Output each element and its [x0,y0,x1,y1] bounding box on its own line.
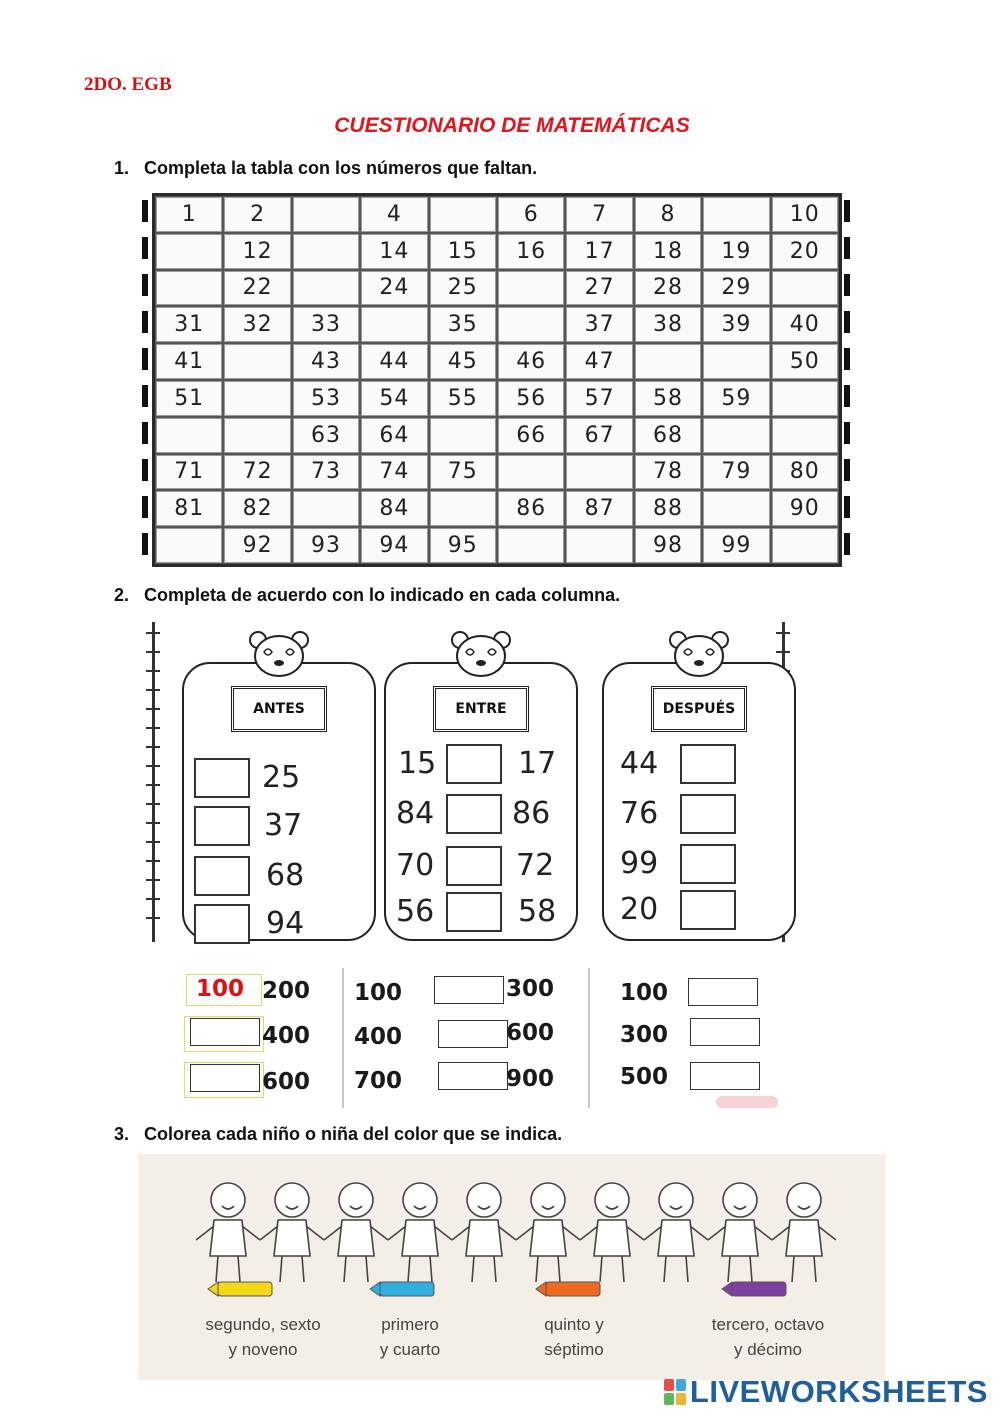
grid-cell: 43 [292,343,360,380]
border-mark [844,459,850,481]
question-1 [114,158,537,179]
fence-tick [146,860,160,862]
fence-tick [776,651,790,653]
grid-cell: 67 [565,417,633,454]
hundreds-answer-box[interactable] [190,1018,260,1046]
despues-number-1: 44 [620,746,659,781]
fence-tick [146,746,160,748]
brand-logo [664,1374,988,1410]
fence-tick [146,803,160,805]
antes-answer-box-1[interactable] [194,758,250,798]
hundreds-exercise [180,968,780,1113]
question-3-number: 3. [114,1124,130,1144]
crayon-label-1: segundo, sexto y noveno [205,1315,321,1359]
question-2 [114,585,620,606]
entre-answer-box-4[interactable] [446,892,502,932]
antes-label: ANTES [231,686,327,732]
entre-before-1: 15 [398,746,437,781]
grid-cell: 1 [155,196,223,233]
left-border-marks [142,188,150,580]
entre-column [384,662,578,941]
border-mark [844,200,850,222]
grid-cell: 79 [702,454,770,491]
entre-after-2: 86 [512,796,551,831]
question-1-text: Completa la tabla con los números que faltan. [144,158,538,178]
child-figure[interactable] [260,1183,324,1282]
grid-cell: 38 [634,306,702,343]
grid-cell: 58 [634,380,702,417]
border-mark [142,459,148,481]
hundreds-before-3: 700 [354,1068,403,1094]
entre-after-3: 72 [516,848,555,883]
grid-cell: 8 [634,196,702,233]
border-mark [142,496,148,518]
child-figure[interactable] [516,1183,580,1282]
grid-cell: 56 [497,380,565,417]
grid-empty-cell[interactable] [497,270,565,307]
grid-cell: 39 [702,306,770,343]
grid-cell: 64 [360,417,428,454]
hundreds-after-4: 300 [506,976,555,1002]
liveworksheets-icon [664,1379,686,1405]
despues-number-4: 20 [620,892,659,927]
grid-empty-cell[interactable] [771,270,839,307]
despues-row [604,890,794,936]
fence-tick [146,632,160,634]
despues-row [604,844,794,890]
antes-row [184,904,374,950]
grid-cell: 12 [223,233,291,270]
border-mark [142,237,148,259]
fence-tick [146,765,160,767]
grid-cell: 45 [429,343,497,380]
grid-cell: 47 [565,343,633,380]
antes-row [184,856,374,902]
grid-cell: 81 [155,490,223,527]
grid-empty-cell[interactable] [702,196,770,233]
despues-row [604,794,794,840]
child-figure[interactable] [644,1183,708,1282]
grid-cell: 37 [565,306,633,343]
hundreds-start-3: 500 [620,1064,669,1090]
grid-empty-cell[interactable] [292,196,360,233]
fence-tick [146,879,160,881]
despues-number-3: 99 [620,846,659,881]
grid-empty-cell[interactable] [223,417,291,454]
grid-cell: 17 [565,233,633,270]
hundreds-answer-box[interactable] [434,976,504,1004]
grid-cell: 44 [360,343,428,380]
antes-answer-box-4[interactable] [194,904,250,944]
question-1-number: 1. [114,158,130,178]
despues-answer-box-3[interactable] [680,844,736,884]
fence-tick [146,841,160,843]
hundreds-before-2: 400 [354,1024,403,1050]
hundreds-after-1: 200 [262,978,311,1004]
entre-label: ENTRE [433,686,529,732]
border-mark [142,422,148,444]
child-figure[interactable] [452,1183,516,1282]
despues-answer-box-1[interactable] [680,744,736,784]
border-mark [844,237,850,259]
hundred-chart [142,188,852,580]
grid-cell: 88 [634,490,702,527]
grid-empty-cell[interactable] [429,490,497,527]
antes-row [184,758,374,804]
grid-empty-cell[interactable] [429,417,497,454]
grid-cell: 4 [360,196,428,233]
entre-after-4: 58 [518,894,557,929]
grid-cell: 50 [771,343,839,380]
antes-column [182,662,376,941]
grid-cell: 72 [223,454,291,491]
antes-answer-box-3[interactable] [194,856,250,896]
grid-cell: 40 [771,306,839,343]
hundreds-answer-box[interactable] [190,1064,260,1092]
child-figure[interactable] [388,1183,452,1282]
despues-number-2: 76 [620,796,659,831]
grid-empty-cell[interactable] [223,380,291,417]
question-2-text: Completa de acuerdo con lo indicado en cada columna. [144,585,621,605]
hundreds-given-1: 100 [196,976,245,1002]
grid-cell: 99 [702,527,770,564]
grid-cell: 24 [360,270,428,307]
border-mark [142,274,148,296]
page-title: CUESTIONARIO DE MATEMÁTICAS [334,114,690,137]
entre-answer-box-1[interactable] [446,744,502,784]
entre-before-4: 56 [396,894,435,929]
grid-cell: 74 [360,454,428,491]
grid-cell: 87 [565,490,633,527]
hundreds-answer-box[interactable] [688,978,758,1006]
antes-number-3: 68 [266,858,305,893]
grid-cell: 82 [223,490,291,527]
bear-icon [664,630,734,678]
border-mark [142,385,148,407]
border-mark [142,200,148,222]
entre-row [386,846,576,892]
grid-empty-cell[interactable] [497,527,565,564]
grid-cell: 71 [155,454,223,491]
grid-cell: 35 [429,306,497,343]
grid-empty-cell[interactable] [497,306,565,343]
hundreds-answer-box[interactable] [438,1020,508,1048]
child-figure[interactable] [324,1183,388,1282]
grid-cell: 18 [634,233,702,270]
grid-cell: 94 [360,527,428,564]
fence-tick [146,898,160,900]
grid-empty-cell[interactable] [155,527,223,564]
grid-cell: 54 [360,380,428,417]
grid-empty-cell[interactable] [634,343,702,380]
antes-answer-box-2[interactable] [194,806,250,846]
grid-cell: 2 [223,196,291,233]
grid-empty-cell[interactable] [771,527,839,564]
border-mark [844,311,850,333]
grid-cell: 68 [634,417,702,454]
grid-cell: 57 [565,380,633,417]
grid-empty-cell[interactable] [155,233,223,270]
grid-empty-cell[interactable] [497,454,565,491]
grid-empty-cell[interactable] [565,527,633,564]
antes-number-1: 25 [262,760,301,795]
hundreds-before-1: 100 [354,980,403,1006]
grid-cell: 27 [565,270,633,307]
grid-cell: 80 [771,454,839,491]
crayon-icon [208,1282,272,1296]
grid-cell: 75 [429,454,497,491]
border-mark [844,422,850,444]
grid-cell: 31 [155,306,223,343]
grid-cell: 33 [292,306,360,343]
entre-row [386,744,576,790]
grid-cell: 92 [223,527,291,564]
entre-row [386,892,576,938]
grid-cell: 22 [223,270,291,307]
entre-answer-box-2[interactable] [446,794,502,834]
border-mark [844,385,850,407]
grid-empty-cell[interactable] [771,380,839,417]
antes-number-2: 37 [264,808,303,843]
grid-empty-cell[interactable] [360,306,428,343]
grid-cell: 41 [155,343,223,380]
border-mark [844,274,850,296]
border-mark [142,348,148,370]
grid-cell: 95 [429,527,497,564]
hundreds-start-1: 100 [620,980,669,1006]
hundreds-answer-box[interactable] [438,1062,508,1090]
despues-row [604,744,794,790]
grid-cell: 73 [292,454,360,491]
crayon-label-2: primero y cuarto [379,1315,441,1359]
entre-row [386,794,576,840]
border-mark [844,348,850,370]
child-figure[interactable] [580,1183,644,1282]
grid-cell: 15 [429,233,497,270]
crayon-icon [370,1282,434,1296]
divider [342,968,344,1108]
hundreds-after-5: 600 [506,1020,555,1046]
grid-cell: 14 [360,233,428,270]
question-3 [114,1124,562,1145]
right-border-marks [844,188,852,580]
grid-cell: 84 [360,490,428,527]
grid-empty-cell[interactable] [702,490,770,527]
grid-cell: 16 [497,233,565,270]
entre-before-3: 70 [396,848,435,883]
grid-cell: 98 [634,527,702,564]
grid-cell: 86 [497,490,565,527]
grid-empty-cell[interactable] [223,343,291,380]
grid-cell: 19 [702,233,770,270]
grid-cell: 66 [497,417,565,454]
fence-tick [146,727,160,729]
fence-tick [146,670,160,672]
grid-cell: 10 [771,196,839,233]
grid-empty-cell[interactable] [292,233,360,270]
divider [588,968,590,1108]
grid-empty-cell[interactable] [292,270,360,307]
child-figure[interactable] [772,1183,836,1282]
grid-empty-cell[interactable] [771,417,839,454]
fence-tick [146,689,160,691]
grid-cell: 25 [429,270,497,307]
grid-cell: 59 [702,380,770,417]
grid-cell: 20 [771,233,839,270]
grid-cell: 55 [429,380,497,417]
despues-label: DESPUÉS [651,686,747,732]
bear-icon [244,630,314,678]
grid-cell: 93 [292,527,360,564]
antes-row [184,806,374,852]
despues-answer-box-2[interactable] [680,794,736,834]
entre-answer-box-3[interactable] [446,846,502,886]
fence-tick [146,917,160,919]
border-mark [844,533,850,555]
small-badge [716,1096,778,1108]
antes-number-4: 94 [266,906,305,941]
children-coloring-panel [138,1154,886,1380]
fence-tick [146,822,160,824]
entre-before-2: 84 [396,796,435,831]
fence-tick [146,651,160,653]
grid-cell: 6 [497,196,565,233]
crayon-icon [722,1282,786,1296]
hundreds-after-6: 900 [506,1066,555,1092]
grid-cell: 7 [565,196,633,233]
crayon-icon [536,1282,600,1296]
hundreds-answer-box[interactable] [690,1062,760,1090]
despues-column [602,662,796,941]
hundreds-answer-box[interactable] [690,1018,760,1046]
fence-tick [146,784,160,786]
grid-cell: 28 [634,270,702,307]
grid-cell: 90 [771,490,839,527]
border-mark [142,311,148,333]
child-figure[interactable] [708,1183,772,1282]
crayon-label-4: tercero, octavo y décimo [711,1315,825,1359]
grid-cell: 53 [292,380,360,417]
grid-cell: 29 [702,270,770,307]
brand-name: LIVEWORKSHEETS [689,1374,988,1409]
child-figure[interactable] [196,1183,260,1282]
hundred-grid [152,193,842,567]
hundreds-start-2: 300 [620,1022,669,1048]
grade-label: 2DO. EGB [84,74,172,95]
grid-cell: 63 [292,417,360,454]
grid-empty-cell[interactable] [155,270,223,307]
grid-cell: 78 [634,454,702,491]
hundreds-after-3: 600 [262,1069,311,1095]
crayon-label-3: quinto y séptimo [544,1315,604,1359]
grid-empty-cell[interactable] [155,417,223,454]
question-3-text: Colorea cada niño o niña del color que se indica. [144,1124,563,1144]
despues-answer-box-4[interactable] [680,890,736,930]
grid-empty-cell[interactable] [702,417,770,454]
grid-empty-cell[interactable] [292,490,360,527]
grid-empty-cell[interactable] [429,196,497,233]
fence-tick [776,632,790,634]
fence-tick [146,708,160,710]
question-2-number: 2. [114,585,130,605]
entre-after-1: 17 [518,746,557,781]
grid-empty-cell[interactable] [702,343,770,380]
border-mark [142,533,148,555]
hundreds-after-2: 400 [262,1023,311,1049]
grid-cell: 32 [223,306,291,343]
grid-cell: 46 [497,343,565,380]
border-mark [844,496,850,518]
grid-cell: 51 [155,380,223,417]
before-between-after-panel [150,622,790,952]
bear-icon [446,630,516,678]
grid-empty-cell[interactable] [565,454,633,491]
